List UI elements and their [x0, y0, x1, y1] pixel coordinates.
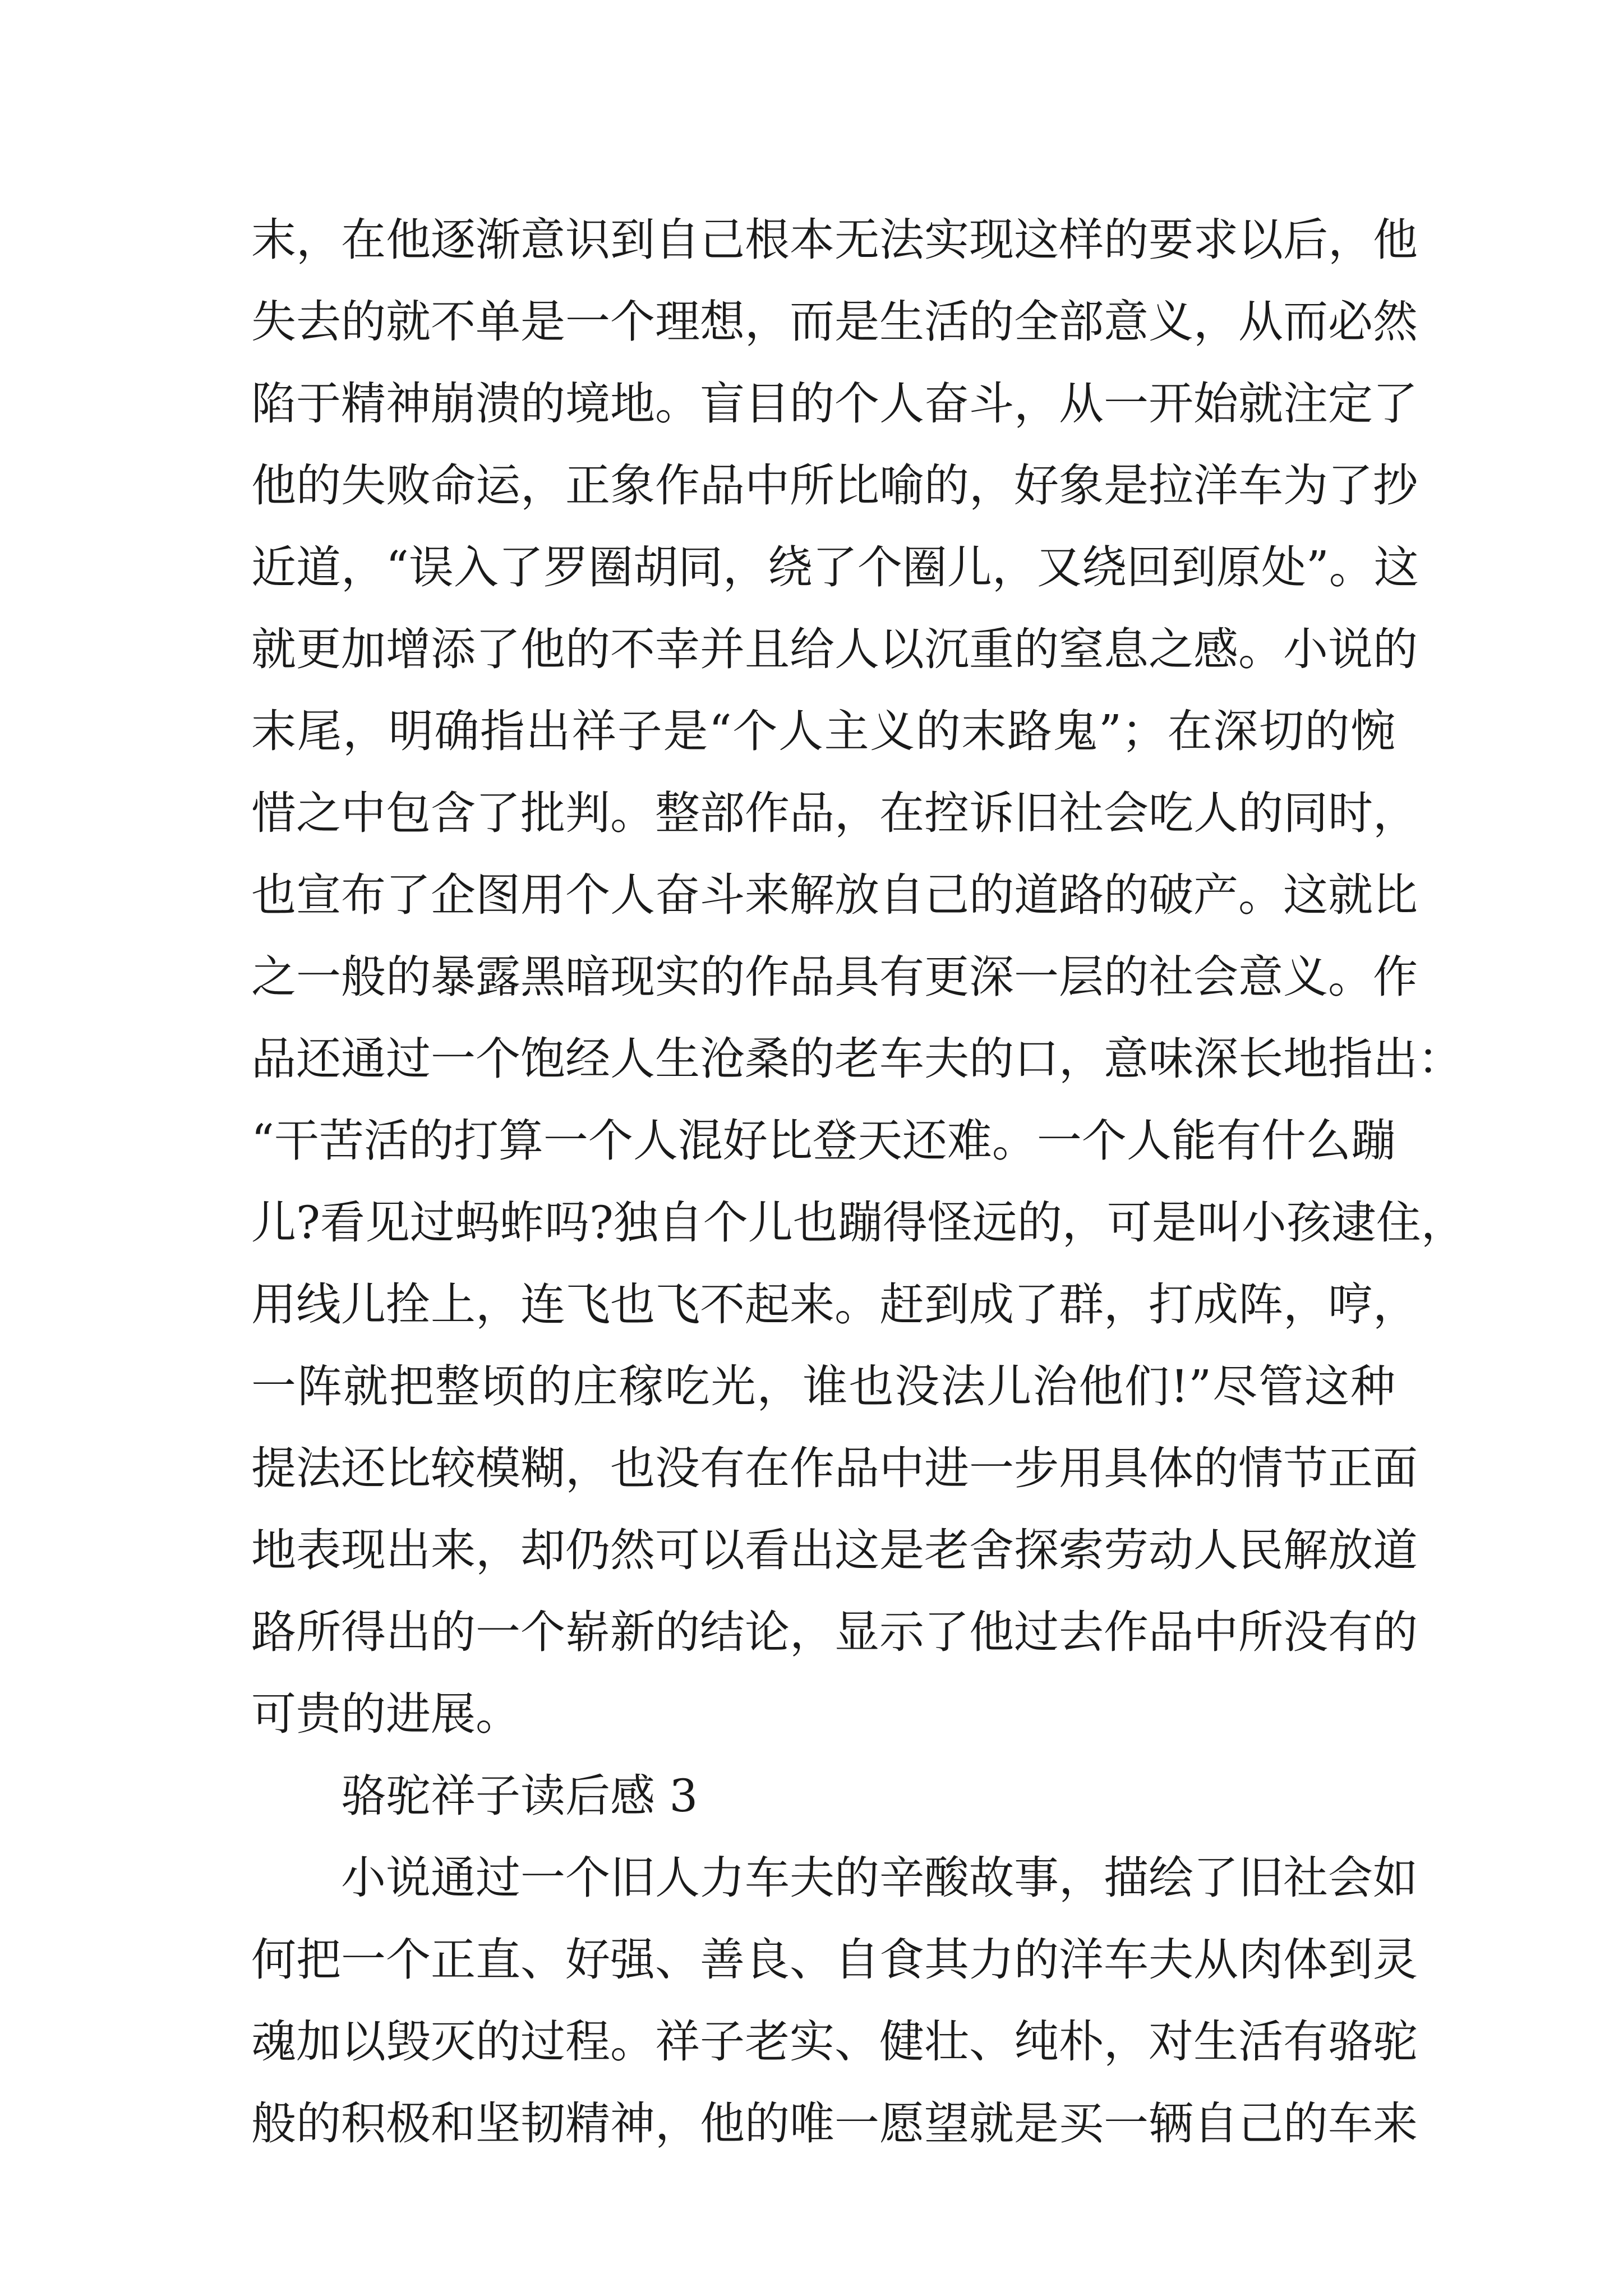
text-line: 也宣布了企图用个人奋斗来解放自己的道路的破产。这就比	[251, 869, 1418, 921]
text-line: 末尾，明确指出祥子是“个人主义的末路鬼”；在深切的惋	[251, 705, 1395, 757]
text-line: 路所得出的一个崭新的结论，显示了他过去作品中所没有的	[251, 1606, 1418, 1658]
text-line: 般的积极和坚韧精神，他的唯一愿望就是买一辆自己的车来	[251, 2097, 1418, 2150]
text-line: 小说通过一个旧人力车夫的辛酸故事，描绘了旧社会如	[341, 1852, 1418, 1904]
text-line: 儿?看见过蚂蚱吗?独自个儿也蹦得怪远的，可是叫小孩逮住，	[251, 1197, 1466, 1249]
text-line: 何把一个正直、好强、善良、自食其力的洋车夫从肉体到灵	[251, 1934, 1418, 1986]
text-line: 用线儿拴上，连飞也飞不起来。赶到成了群，打成阵，哼，	[251, 1278, 1418, 1331]
text-line: 品还通过一个饱经人生沧桑的老车夫的口，意味深长地指出：	[251, 1033, 1463, 1085]
text-line: 可贵的进展。	[251, 1688, 520, 1740]
text-line: 一阵就把整顷的庄稼吃光，谁也没法儿治他们!”尽管这种	[251, 1360, 1395, 1412]
document-body	[251, 199, 1466, 2165]
text-line: 他的失败命运，正象作品中所比喻的，好象是拉洋车为了抄	[251, 459, 1418, 512]
text-line: 近道，“误入了罗圈胡同，绕了个圈儿，又绕回到原处”。这	[251, 541, 1419, 593]
text-line: 惜之中包含了批判。整部作品，在控诉旧社会吃人的同时，	[251, 787, 1418, 839]
text-line: 失去的就不单是一个理想，而是生活的全部意义，从而必然	[251, 296, 1418, 348]
text-line: 之一般的暴露黑暗现实的作品具有更深一层的社会意义。作	[251, 951, 1418, 1003]
text-line: 陷于精神崩溃的境地。盲目的个人奋斗，从一开始就注定了	[251, 378, 1418, 430]
text-line: 提法还比较模糊，也没有在作品中进一步用具体的情节正面	[251, 1442, 1418, 1494]
text-line: 魂加以毁灭的过程。祥子老实、健壮、纯朴，对生活有骆驼	[251, 2016, 1418, 2068]
text-line: 就更加增添了他的不幸并且给人以沉重的窒息之感。小说的	[251, 623, 1418, 675]
text-line: 地表现出来，却仍然可以看出这是老舍探索劳动人民解放道	[251, 1524, 1418, 1576]
text-line: “干苦活的打算一个人混好比登天还难。一个人能有什么蹦	[251, 1115, 1396, 1167]
section-heading: 骆驼祥子读后感 3	[341, 1770, 698, 1822]
text-line: 末，在他逐渐意识到自己根本无法实现这样的要求以后，他	[251, 214, 1418, 266]
